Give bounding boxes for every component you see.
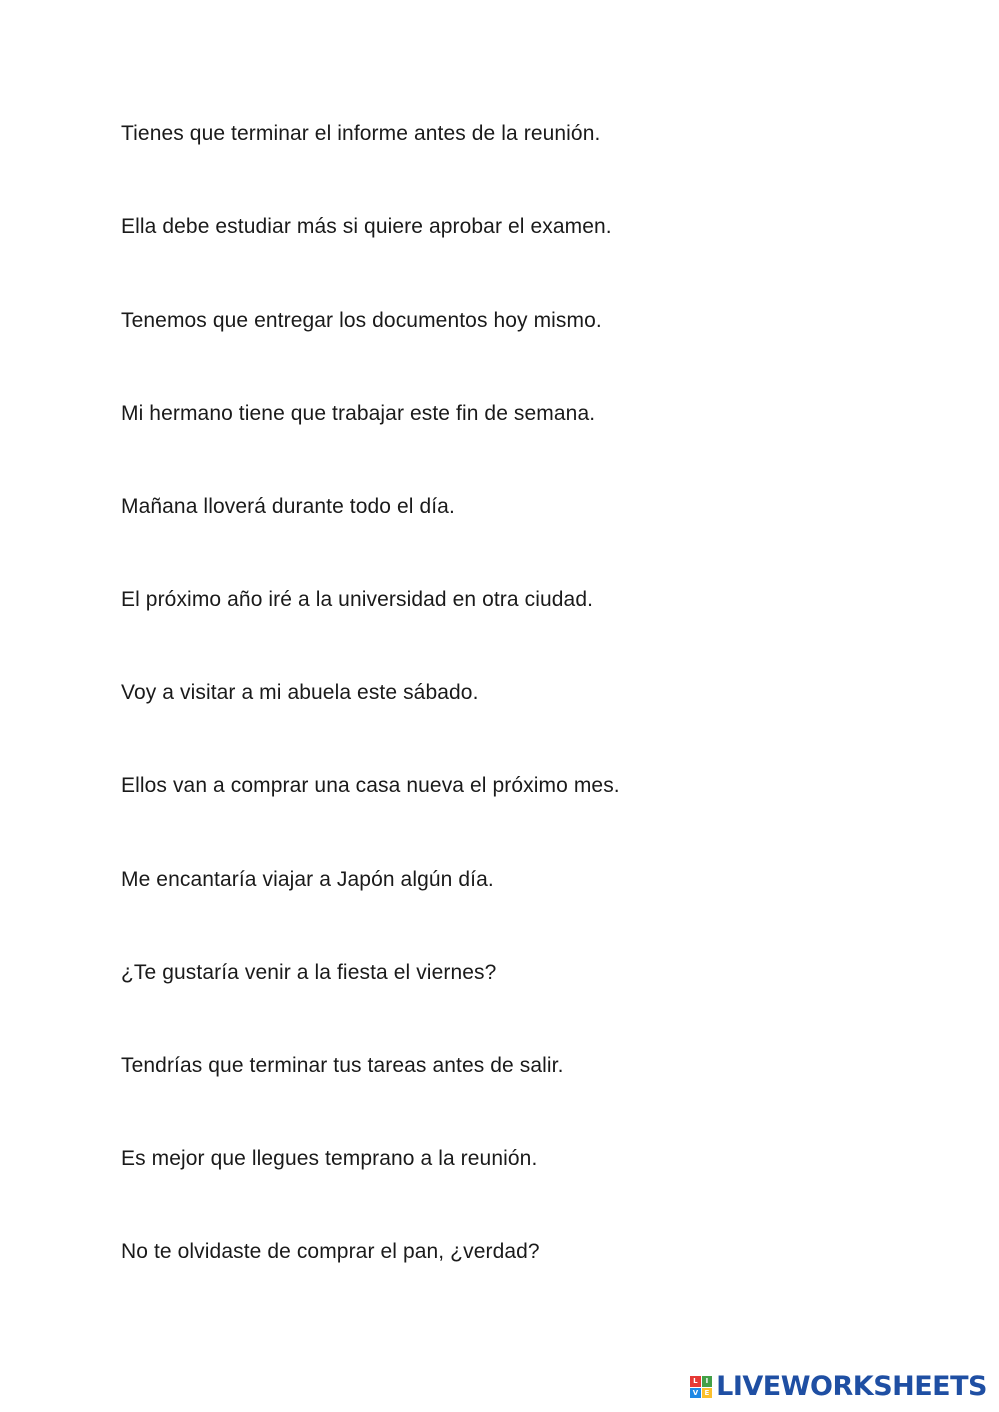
- sentence: Voy a visitar a mi abuela este sábado.: [121, 681, 479, 704]
- sentence: ¿Te gustaría venir a la fiesta el viernes?: [121, 961, 497, 984]
- sentence: Es mejor que llegues temprano a la reunión.: [121, 1147, 538, 1170]
- logo-letter: E: [702, 1388, 713, 1399]
- sentence: Tienes que terminar el informe antes de la reunión.: [121, 122, 601, 145]
- logo-letter: I: [702, 1376, 713, 1387]
- logo-letter: V: [690, 1388, 701, 1399]
- sentence: Ellos van a comprar una casa nueva el próximo mes.: [121, 774, 620, 797]
- sentence: Ella debe estudiar más si quiere aprobar el examen.: [121, 215, 612, 238]
- sentence: No te olvidaste de comprar el pan, ¿verdad?: [121, 1240, 540, 1263]
- sentence: Tenemos que entregar los documentos hoy mismo.: [121, 309, 602, 332]
- sentence: Mañana lloverá durante todo el día.: [121, 495, 455, 518]
- liveworksheets-brand: [690, 1373, 987, 1401]
- sentence: El próximo año iré a la universidad en otra ciudad.: [121, 588, 594, 611]
- sentence: Tendrías que terminar tus tareas antes de salir.: [121, 1054, 564, 1077]
- liveworksheets-logo-icon: [690, 1376, 712, 1398]
- sentence: Mi hermano tiene que trabajar este fin de semana.: [121, 402, 596, 425]
- brand-name: LIVEWORKSHEETS: [716, 1371, 987, 1402]
- sentence: Me encantaría viajar a Japón algún día.: [121, 868, 494, 891]
- logo-letter: L: [690, 1376, 701, 1387]
